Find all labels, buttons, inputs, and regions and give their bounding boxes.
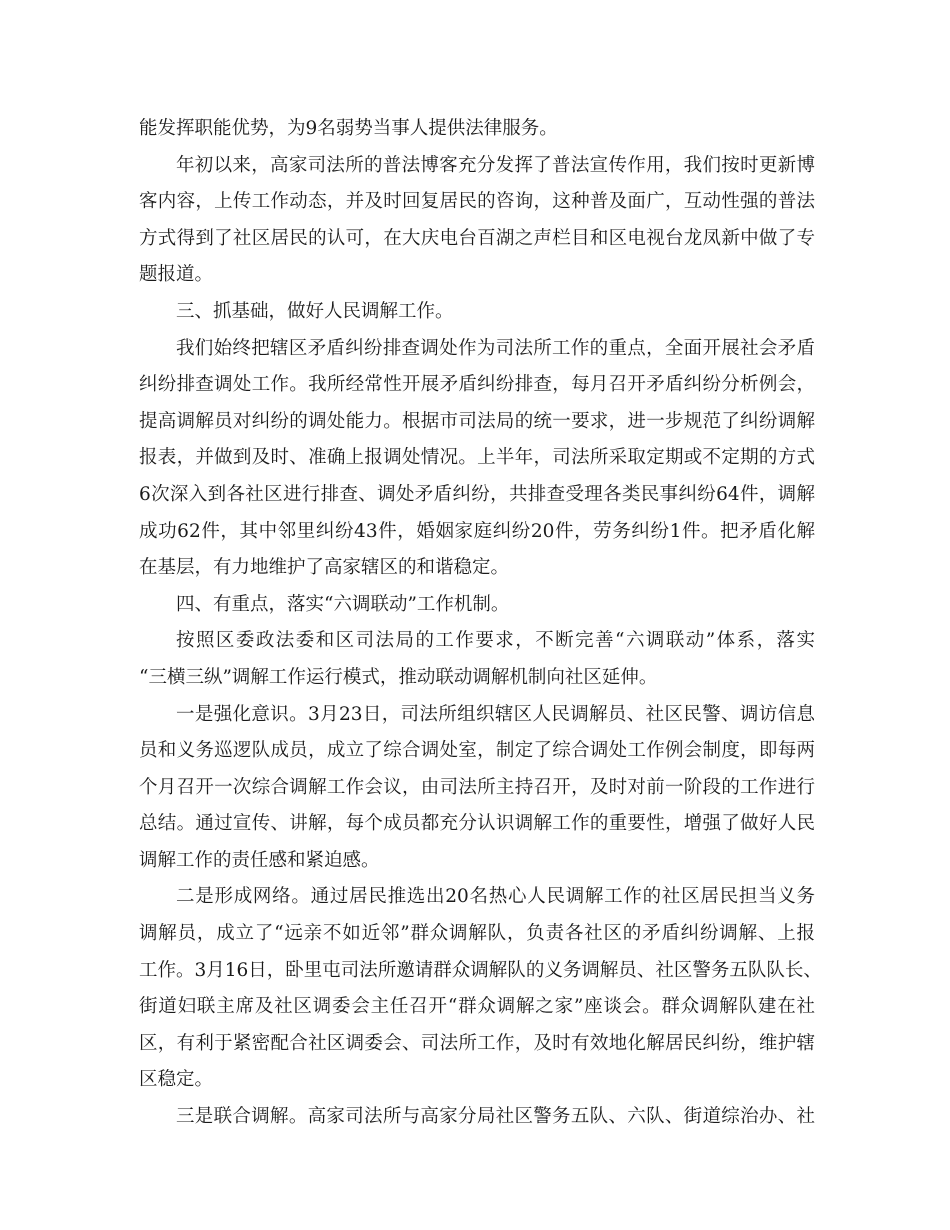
text-line: 街道妇联主席及社区调委会主任召开“群众调解之家”座谈会。群众调解队建在社 [139,996,815,1018]
text-line: 提高调解员对纠纷的调处能力。根据市司法局的统一要求，进一步规范了纠纷调解 [139,410,815,432]
text-line: 调解工作的责任感和紧迫感。 [139,849,380,871]
text-line: 报表，并做到及时、准确上报调处情况。上半年，司法所采取定期或不定期的方式 [139,447,815,469]
text-line: 我们始终把辖区矛盾纠纷排查调处作为司法所工作的重点，全面开展社会矛盾 [176,337,815,359]
text-line: 纠纷排查调处工作。我所经常性开展矛盾纠纷排查，每月召开矛盾纠纷分析例会， [139,374,815,396]
text-line: 成功62件，其中邻里纠纷43件，婚姻家庭纠纷20件，劳务纠纷1件。把矛盾化解 [139,520,815,542]
text-line: 工作。3月16日，卧里屯司法所邀请群众调解队的义务调解员、社区警务五队队长、 [139,959,822,981]
text-line: 6次深入到各社区进行排查、调处矛盾纠纷，共排查受理各类民事纠纷64件，调解 [139,483,815,505]
text-line: 二是形成网络。通过居民推选出20名热心人民调解工作的社区居民担当义务 [176,886,815,908]
text-line: 区，有利于紧密配合社区调委会、司法所工作，及时有效地化解居民纠纷，维护辖 [139,1032,815,1054]
document-body [139,111,822,1136]
text-line: 在基层，有力地维护了高家辖区的和谐稳定。 [139,557,510,579]
text-line: 一是强化意识。3月23日，司法所组织辖区人民调解员、社区民警、调访信息 [176,703,815,725]
text-line: 总结。通过宣传、讲解，每个成员都充分认识调解工作的重要性，增强了做好人民 [139,813,815,835]
text-line: “三横三纵”调解工作运行模式，推动联动调解机制向社区延伸。 [139,666,658,688]
text-line: 按照区委政法委和区司法局的工作要求，不断完善“六调联动”体系，落实 [176,630,815,652]
text-line: 四、有重点，落实“六调联动”工作机制。 [176,593,510,615]
text-line: 三、抓基础，做好人民调解工作。 [176,300,454,322]
text-line: 能发挥职能优势，为9名弱势当事人提供法律服务。 [139,118,558,139]
text-line: 年初以来，高家司法所的普法博客充分发挥了普法宣传作用，我们按时更新博 [176,154,815,176]
text-line: 员和义务巡逻队成员，成立了综合调处室，制定了综合调处工作例会制度，即每两 [139,740,815,762]
text-line: 区稳定。 [139,1069,214,1091]
text-line: 方式得到了社区居民的认可，在大庆电台百湖之声栏目和区电视台龙凤新中做了专 [139,227,815,249]
text-line: 三是联合调解。高家司法所与高家分局社区警务五队、六队、街道综治办、社 [176,1106,815,1128]
text-line: 客内容，上传工作动态，并及时回复居民的咨询，这种普及面广，互动性强的普法 [139,191,815,213]
text-line: 题报道。 [139,264,214,286]
text-line: 调解员，成立了“远亲不如近邻”群众调解队，负责各社区的矛盾纠纷调解、上报 [139,923,815,945]
text-line: 个月召开一次综合调解工作会议，由司法所主持召开，及时对前一阶段的工作进行 [139,776,815,798]
